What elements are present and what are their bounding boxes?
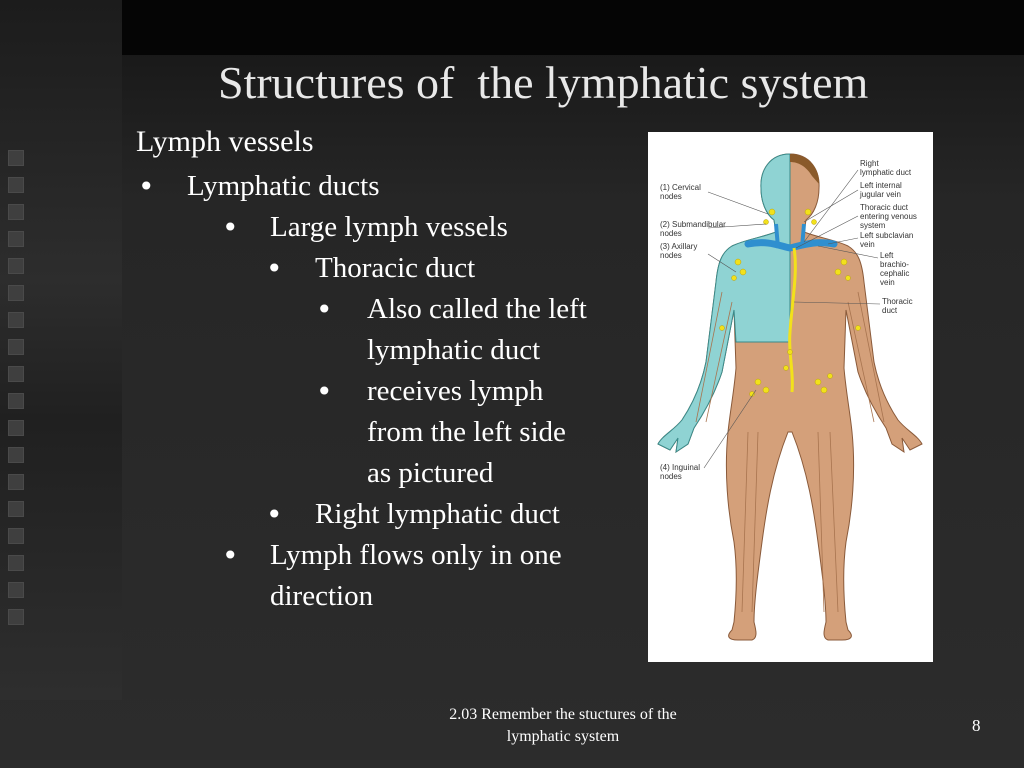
bullet-dot: •	[266, 498, 283, 531]
footer-line-1: 2.03 Remember the stuctures of the	[449, 706, 677, 723]
bullet-dot: •	[138, 170, 155, 203]
slide-footer	[412, 704, 714, 748]
top-band	[122, 0, 1024, 55]
bullet-dot: •	[316, 293, 333, 326]
svg-text:Leftbrachio-cephalicvein: Left brachio-cephalic vein	[880, 251, 910, 287]
bullet-lymphatic-ducts: Lymphatic ducts	[187, 170, 380, 202]
decor-squares	[8, 150, 28, 636]
svg-text:Thoracicduct: Thoracic duct	[882, 297, 913, 315]
svg-text:Left internaljugular vein: Left internal jugular vein	[860, 181, 902, 199]
bullet-large-lymph-vessels: Large lymph vessels	[270, 211, 508, 243]
bullet-receives-line3: as pictured	[367, 457, 494, 489]
bullet-lymph-flows-line2: direction	[270, 580, 374, 612]
body-illustration	[648, 132, 933, 662]
bullet-also-called-line2: lymphatic duct	[367, 334, 541, 366]
svg-text:(1) Cervicalnodes: (1) Cervical nodes	[660, 183, 701, 201]
svg-text:(2) Submandibularnodes: (2) Submandibular nodes	[660, 220, 726, 238]
svg-text:Thoracic ductentering venoussy: Thoracic duct entering venous system	[860, 203, 917, 230]
page-number: 8	[972, 716, 981, 735]
bullet-receives-line1: receives lymph	[367, 375, 544, 407]
lymphatic-system-diagram	[648, 132, 933, 662]
bullet-lymph-flows-line1: Lymph flows only in one	[270, 539, 562, 571]
bullet-dot: •	[222, 211, 239, 244]
bullet-right-lymphatic-duct: Right lymphatic duct	[315, 498, 560, 530]
bullet-dot: •	[222, 539, 239, 572]
bullet-receives-line2: from the left side	[367, 416, 566, 448]
svg-text:Left subclavianvein: Left subclavian vein	[860, 231, 914, 249]
svg-text:(3) Axillarynodes: (3) Axillary nodes	[660, 242, 698, 260]
slide-title: Structures of the lymphatic system	[218, 57, 869, 108]
left-decor-panel	[0, 0, 122, 700]
footer-line-2: lymphatic system	[506, 728, 620, 745]
bullet-dot: •	[266, 252, 283, 285]
bullet-dot: •	[316, 375, 333, 408]
bullet-thoracic-duct: Thoracic duct	[315, 252, 476, 284]
svg-text:Rightlymphatic duct: Right lymphatic duct	[860, 159, 912, 177]
svg-text:(4) Inguinalnodes: (4) Inguinal nodes	[660, 463, 701, 481]
section-heading: Lymph vessels	[136, 125, 314, 158]
bullet-also-called-line1: Also called the left	[367, 293, 587, 325]
